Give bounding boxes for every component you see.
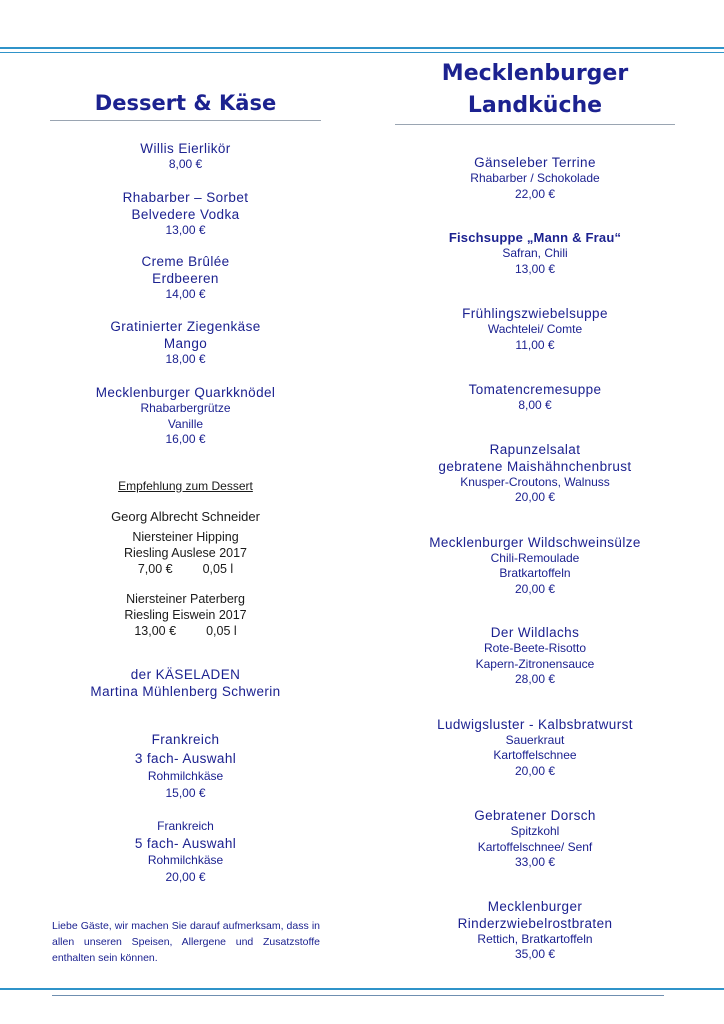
menu-item (395, 441, 675, 506)
wine-price: 13,00 € (134, 623, 177, 638)
menu-item (395, 807, 675, 871)
menu-item (395, 898, 675, 963)
menu-item-name: Rapunzelsalat (489, 441, 581, 457)
menu-item-name: Der Wildlachs (490, 625, 580, 640)
menu-item-sub: Rote-Beete-Risotto (483, 641, 587, 655)
menu-item-name: Mecklenburger (487, 898, 583, 914)
menu-item-price: 22,00 € (514, 186, 556, 201)
dessert-sub: Erdbeeren (152, 271, 219, 286)
cheese-shop-owner: Martina Mühlenberg Schwerin (90, 683, 281, 699)
allergen-note: Liebe Gäste, wir machen Sie darauf aufmerksam, dass in allen unseren Speisen, Allergene und Zusatzstoffe enthalten sein können. (52, 920, 320, 964)
menu-item-name: Gänseleber Terrine (474, 155, 596, 170)
cheese-selection: 5 fach- Auswahl (134, 835, 237, 851)
dessert-name: Rhabarber – Sorbet (122, 189, 249, 205)
menu-item (395, 154, 675, 202)
menu-item-price: 8,00 € (518, 398, 552, 412)
dessert-name: Gratinierter Ziegenkäse (110, 318, 261, 334)
menu-item-sub: Sauerkraut (505, 732, 565, 747)
menu-item-sub: Kartoffelschnee (493, 748, 577, 762)
wine-price: 7,00 € (137, 561, 173, 576)
landkueche-heading-underline (395, 124, 675, 125)
dessert-item (50, 384, 321, 448)
wine-heading: Empfehlung zum Dessert (118, 478, 253, 493)
dessert-name: Mecklenburger Quarkknödel (95, 385, 276, 400)
top-rule (0, 47, 724, 49)
menu-item-sub: Bratkartoffeln (499, 566, 571, 580)
landkueche-column (395, 58, 675, 963)
cheese-price: 15,00 € (165, 785, 206, 800)
wine-name: Niersteiner Paterberg (126, 591, 245, 606)
menu-item-sub: Wachtelei/ Comte (487, 322, 583, 336)
wine-name: Niersteiner Hipping (132, 529, 239, 544)
dessert-sub: Mango (163, 335, 208, 351)
cheese-shop-name: der KÄSELADEN (130, 666, 241, 682)
cheese-origin: Frankreich (151, 731, 220, 747)
dessert-price: 14,00 € (165, 287, 206, 301)
dessert-price: 16,00 € (165, 432, 206, 446)
menu-item-name: Mecklenburger Wildschweinsülze (429, 534, 641, 550)
menu-item-name: Ludwigsluster - Kalbsbratwurst (437, 716, 633, 732)
menu-item (395, 716, 675, 780)
dessert-name: Creme Brûlée (141, 254, 230, 269)
menu-item-sub: Rettich, Bratkartoffeln (477, 931, 593, 946)
wine-producer: Georg Albrecht Schneider (111, 508, 260, 524)
menu-item-price: 20,00 € (514, 763, 556, 778)
wine-volume: 0,05 l (206, 623, 237, 638)
menu-item-price: 33,00 € (514, 855, 556, 869)
dessert-sub: Belvedere Vodka (131, 206, 240, 222)
dessert-item (50, 318, 321, 368)
cheese-origin: Frankreich (157, 818, 214, 833)
landkueche-heading-line2: Landküche (467, 93, 603, 118)
bottom-rule (0, 988, 724, 990)
menu-item (395, 381, 675, 414)
dessert-heading-underline (50, 120, 321, 121)
cheese-shop (50, 666, 321, 700)
dessert-price: 13,00 € (165, 222, 206, 237)
menu-item-sub: Safran, Chili (502, 246, 568, 260)
dessert-item (50, 253, 321, 303)
menu-item-sub: Knusper-Croutons, Walnuss (460, 474, 610, 489)
menu-item-price: 35,00 € (514, 947, 556, 961)
menu-item-name-2: Rinderzwiebelrostbraten (457, 915, 613, 931)
bottom-rule-short (52, 995, 664, 996)
menu-item-price: 20,00 € (514, 490, 556, 504)
wine-price-row (50, 561, 321, 577)
wine-volume: 0,05 l (202, 561, 234, 576)
menu-item-name-2: gebratene Maishähnchenbrust (438, 458, 632, 474)
wine-variety: Riesling Auslese 2017 (124, 545, 247, 560)
menu-item-sub: Spitzkohl (510, 824, 560, 838)
landkueche-heading-line1: Mecklenburger (441, 61, 629, 86)
menu-item-price: 20,00 € (514, 581, 556, 596)
cheese-item (50, 818, 321, 886)
cheese-type: Rohmilchkäse (147, 852, 224, 867)
menu-item-sub: Chili-Remoulade (490, 550, 580, 565)
menu-item (395, 305, 675, 353)
menu-item (395, 534, 675, 598)
dessert-item (50, 189, 321, 239)
dessert-price: 8,00 € (168, 157, 203, 171)
cheese-price: 20,00 € (165, 869, 206, 884)
menu-item-name: Tomatencremesuppe (468, 382, 602, 397)
cheese-selection: 3 fach- Auswahl (134, 750, 237, 766)
dessert-name: Willis Eierlikör (140, 141, 231, 156)
dessert-column (50, 88, 321, 886)
dessert-item (50, 140, 321, 173)
dessert-price: 18,00 € (165, 351, 206, 366)
menu-item-name: Gebratener Dorsch (474, 808, 596, 823)
menu-item-name: Frühlingszwiebelsuppe (462, 306, 608, 321)
menu-item-sub: Rhabarber / Schokolade (470, 171, 600, 185)
menu-item (395, 624, 675, 688)
cheese-type: Rohmilchkäse (147, 768, 224, 783)
menu-item-price: 11,00 € (515, 337, 555, 352)
top-rule-thin (0, 52, 724, 53)
cheese-item (50, 730, 321, 802)
wine-recommendation (50, 479, 321, 639)
menu-item-price: 28,00 € (514, 672, 556, 686)
dessert-sub: Vanille (167, 416, 204, 431)
menu-item-name: Fischsuppe „Mann & Frau“ (448, 230, 622, 245)
menu-item-sub: Kapern-Zitronensauce (475, 656, 595, 671)
dessert-heading: Dessert & Käse (94, 91, 277, 115)
menu-item (395, 229, 675, 277)
wine-variety: Riesling Eiswein 2017 (124, 607, 247, 622)
menu-item-price: 13,00 € (514, 261, 556, 276)
dessert-sub: Rhabarbergrütze (140, 401, 231, 415)
menu-item-sub: Kartoffelschnee/ Senf (477, 839, 593, 854)
wine-price-row (50, 623, 321, 639)
